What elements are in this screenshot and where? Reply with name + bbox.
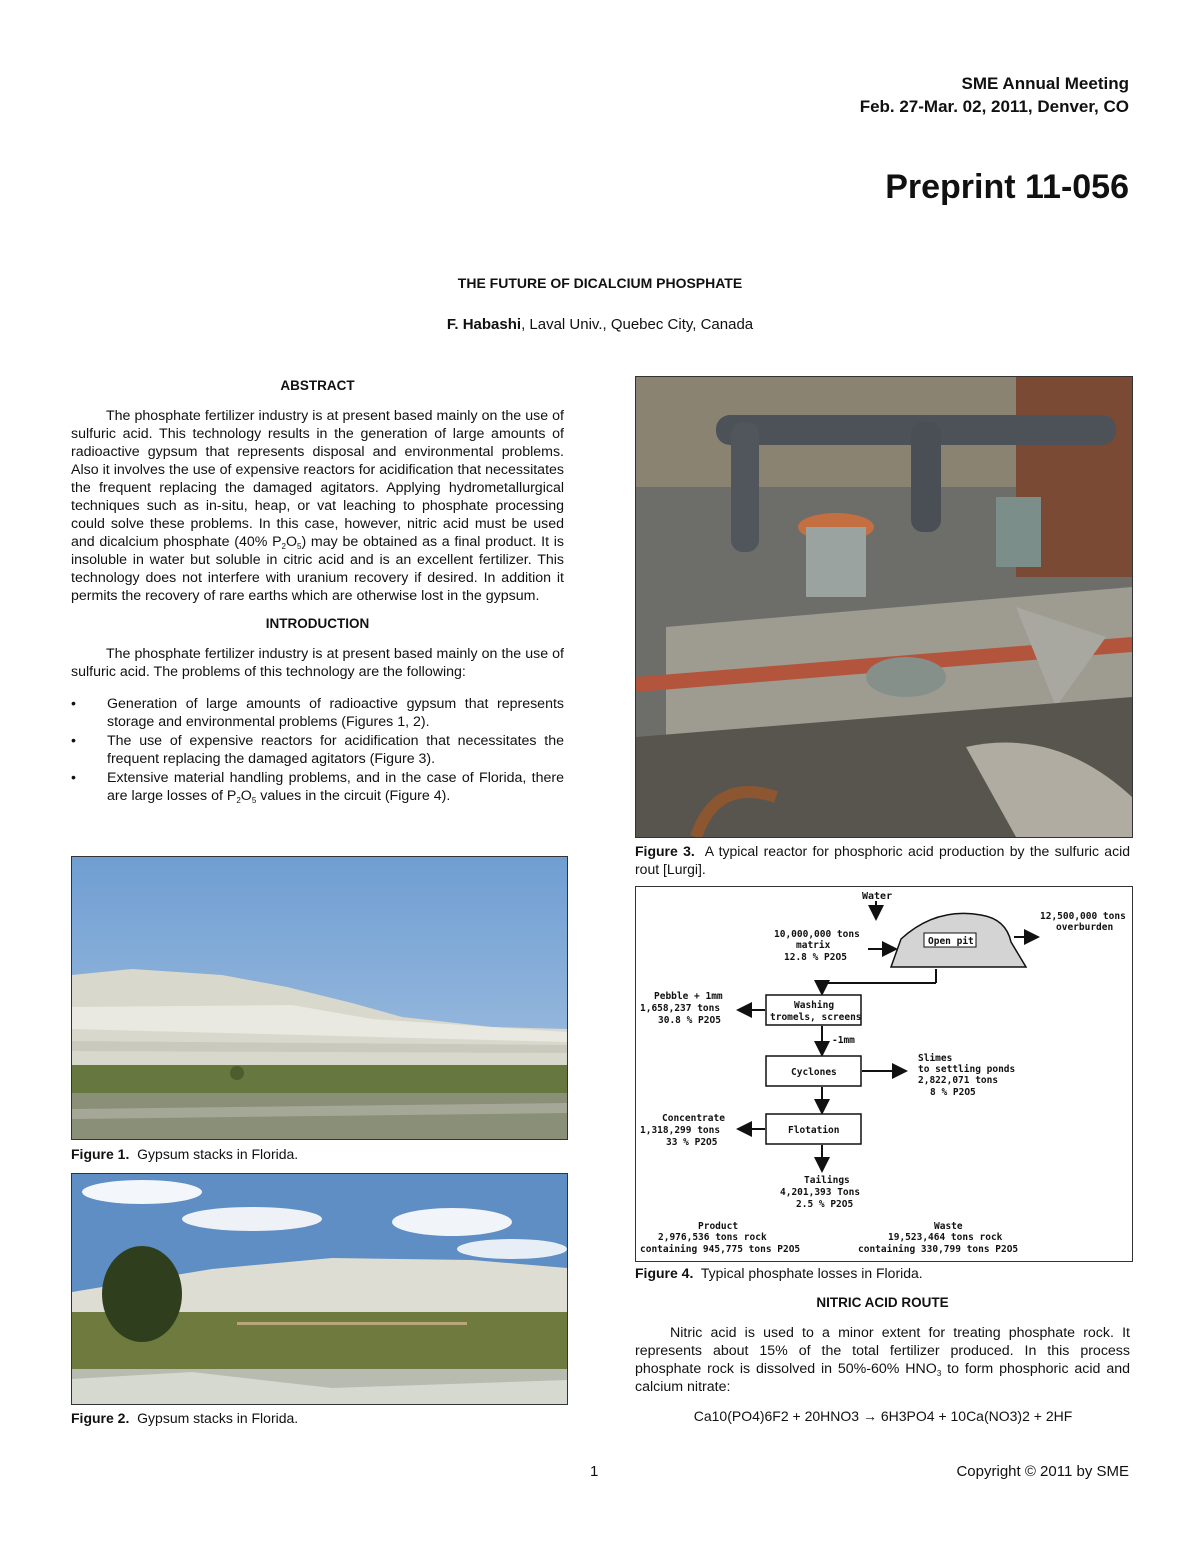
matrix-grade: 12.8 % P2O5 (784, 952, 847, 963)
overburden-label-2: overburden (1056, 922, 1114, 933)
figure-3-image (635, 376, 1133, 838)
author-affiliation: , Laval Univ., Quebec City, Canada (521, 316, 754, 333)
paper-title: THE FUTURE OF DICALCIUM PHOSPHATE (457, 275, 743, 291)
reaction-equation: Ca10(PO4)6F2 + 20HNO3 → 6H3PO4 + 10Ca(NO3)2 + 2HF (693, 1408, 1073, 1424)
overburden-label: 12,500,000 tons (1040, 911, 1126, 922)
author-line (0, 316, 1200, 333)
figure-1-caption: Figure 1. Gypsum stacks in Florida. (71, 1146, 299, 1162)
meeting-header (860, 72, 1129, 118)
meeting-name: SME Annual Meeting (961, 74, 1129, 93)
left-column (71, 377, 564, 806)
washing-label: Washing (794, 1000, 835, 1011)
waste-tons: 19,523,464 tons rock (888, 1232, 1003, 1243)
copyright: Copyright © 2011 by SME (956, 1463, 1129, 1480)
figure-1-image (71, 856, 568, 1140)
concentrate-grade: 33 % P2O5 (666, 1137, 718, 1148)
tailings-label: Tailings (804, 1175, 850, 1186)
waste-label: Waste (934, 1221, 963, 1232)
figure-4-caption: Figure 4. Typical phosphate losses in Florida. (635, 1265, 923, 1281)
slimes-label-2: to settling ponds (918, 1064, 1016, 1075)
water-label: Water (862, 891, 893, 902)
nitric-section (635, 1294, 1130, 1396)
product-p2o5: containing 945,775 tons P2O5 (640, 1244, 801, 1255)
cyclones-label: Cyclones (791, 1067, 837, 1078)
open-pit-label: Open pit (928, 936, 974, 947)
size-label: -1mm (832, 1035, 855, 1046)
introduction-heading: INTRODUCTION (265, 616, 370, 631)
concentrate-label: Concentrate (662, 1113, 725, 1124)
preprint-number: Preprint 11-056 (885, 168, 1129, 206)
meeting-dates: Feb. 27-Mar. 02, 2011, Denver, CO (859, 97, 1129, 116)
figure-2-image (71, 1173, 568, 1405)
matrix-label: 10,000,000 tons (774, 929, 860, 940)
waste-p2o5: containing 330,799 tons P2O5 (858, 1244, 1019, 1255)
slimes-label: Slimes (918, 1053, 953, 1064)
figure-3-caption: Figure 3. A typical reactor for phosphoric acid production by the sulfuric acid rout [Lurgi]. (635, 843, 1130, 877)
list-item: • The use of expensive reactors for acidification that necessitates the frequent replacing the damaged agitators (Figure 3). (71, 733, 564, 767)
concentrate-tons: 1,318,299 tons (640, 1125, 721, 1136)
product-label: Product (698, 1221, 739, 1232)
matrix-label-2: matrix (796, 940, 831, 951)
tailings-tons: 4,201,393 Tons (780, 1187, 861, 1198)
flotation-label: Flotation (788, 1125, 840, 1136)
nitric-heading: NITRIC ACID ROUTE (816, 1295, 949, 1310)
abstract-text: The phosphate fertilizer industry is at present based mainly on the use of sulfuric acid. This technology results in the generation of large amounts of radioactive gypsum that represents disposal and environmental problems. Also it involves the use of expensive reactors for acidification that necessitates the frequent replacing the damaged agitators. Applying hydrometallurgical techniques such as in-situ, heap, or vat leaching to phosphate processing could solve these problems. In this case, however, nitric acid must be used and dicalcium phosphate (40% $P_2O_5$) may be obtained as a final product. It is insoluble in water but soluble in citric acid and is an excellent fertilizer. This technology does not interfere with uranium recovery if desired. In addition it permits the recovery of rare earths which are otherwise lost in the gypsum. (71, 408, 564, 604)
figure-4-diagram (635, 886, 1133, 1262)
washing-label-2: tromels, screens (770, 1012, 862, 1023)
nitric-text: Nitric acid is used to a minor extent for treating phosphate rock. It represents about 15% of the total fertilizer produced. In this process phosphate rock is dissolved in 50%-60% $HNO_3$ to form phosphoric acid and calcium nitrate: (635, 1325, 1130, 1395)
problem-list (71, 695, 564, 805)
pebble-grade: 30.8 % P2O5 (658, 1015, 721, 1026)
pebble-label: Pebble + 1mm (654, 991, 723, 1002)
product-tons: 2,976,536 tons rock (658, 1232, 767, 1243)
list-item: • Generation of large amounts of radioactive gypsum that represents storage and environmental problems (Figures 1, 2). (71, 696, 564, 730)
author-name: F. Habashi (446, 316, 522, 333)
introduction-text: The phosphate fertilizer industry is at present based mainly on the use of sulfuric acid. The problems of this technology are the following: (71, 646, 564, 680)
slimes-grade: 8 % P2O5 (930, 1087, 976, 1098)
list-item: • Extensive material handling problems, and in the case of Florida, there are large losses of $P_2O_5$ values in the circuit (Figure 4). (71, 770, 564, 805)
slimes-tons: 2,822,071 tons (918, 1075, 999, 1086)
page-number: 1 (590, 1463, 599, 1480)
abstract-heading: ABSTRACT (280, 378, 355, 393)
pebble-tons: 1,658,237 tons (640, 1003, 721, 1014)
figure-2-caption: Figure 2. Gypsum stacks in Florida. (71, 1410, 299, 1426)
tailings-grade: 2.5 % P2O5 (796, 1199, 854, 1210)
